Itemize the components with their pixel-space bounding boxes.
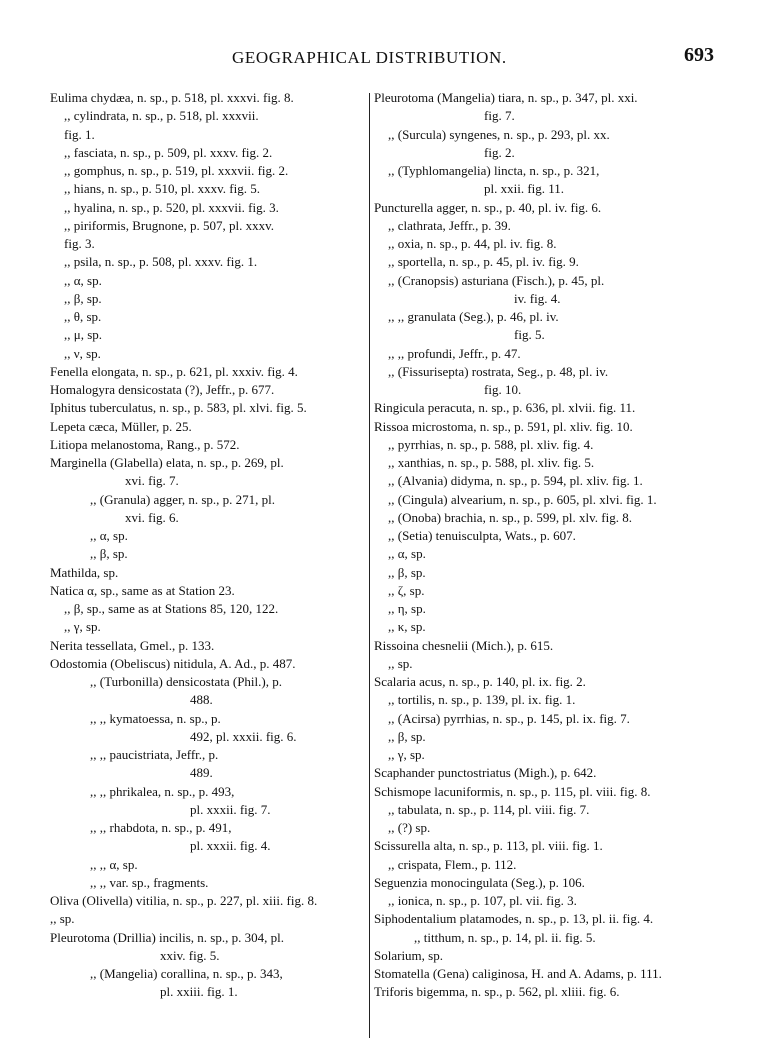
species-entry: ,, titthum, n. sp., p. 14, pl. ii. fig. 5.	[414, 929, 596, 945]
species-entry: ,, psila, n. sp., p. 508, pl. xxxv. fig. 1.	[64, 254, 258, 270]
species-entry: Mathilda, sp.	[50, 564, 119, 580]
species-entry: ,, clathrata, Jeffr., p. 39.	[388, 217, 511, 233]
species-entry: Iphitus tuberculatus, n. sp., p. 583, pl. xlvi. fig. 5.	[50, 400, 307, 416]
species-entry: ,, gomphus, n. sp., p. 519, pl. xxxvii. fig. 2.	[64, 163, 289, 178]
species-entry: ,, β, sp.	[388, 564, 426, 580]
species-entry: ,, (Setia) tenuisculpta, Wats., p. 607.	[388, 528, 576, 543]
species-entry: ,, μ, sp.	[64, 327, 103, 343]
species-entry: ,, α, sp.	[388, 546, 426, 562]
species-entry: ,, tabulata, n. sp., p. 114, pl. viii. fig. 7.	[388, 801, 590, 817]
species-entry: Natica α, sp., same as at Station 23.	[50, 582, 235, 598]
entry-continuation: fig. 5.	[514, 327, 545, 343]
species-entry: Ringicula peracuta, n. sp., p. 636, pl. xlvii. fig. 11.	[374, 400, 636, 416]
species-entry: ,, hians, n. sp., p. 510, pl. xxxv. fig. 5.	[64, 181, 260, 197]
species-entry: Triforis bigemma, n. sp., p. 562, pl. xliii. fig. 6.	[374, 984, 620, 1000]
species-entry: Siphodentalium platamodes, n. sp., p. 13, pl. ii. fig. 4.	[374, 911, 654, 927]
page-number: 693	[684, 44, 714, 66]
species-entry: Rissoa microstoma, n. sp., p. 591, pl. xliv. fig. 10.	[374, 418, 633, 434]
species-entry: ,, ,, profundi, Jeffr., p. 47.	[388, 345, 521, 361]
species-entry: ,, sportella, n. sp., p. 45, pl. iv. fig. 9.	[388, 254, 579, 270]
species-entry: Solarium, sp.	[374, 947, 443, 963]
species-entry: ,, (Typhlomangelia) lincta, n. sp., p. 321,	[388, 163, 600, 178]
species-entry: ,, ,, α, sp.	[90, 856, 138, 872]
species-entry: ,, cylindrata, n. sp., p. 518, pl. xxxvii.	[64, 108, 259, 124]
entry-continuation: pl. xxxii. fig. 4.	[190, 838, 271, 854]
species-entry: Pleurotoma (Mangelia) tiara, n. sp., p. 347, pl. xxi.	[374, 90, 638, 105]
entry-continuation: pl. xxiii. fig. 1.	[160, 984, 238, 1000]
species-entry: Schismope lacuniformis, n. sp., p. 115, pl. viii. fig. 8.	[374, 783, 651, 799]
left-column	[50, 89, 366, 1002]
species-entry: Eulima chydæa, n. sp., p. 518, pl. xxxvi. fig. 8.	[50, 90, 294, 105]
species-entry: ,, β, sp.	[64, 290, 102, 306]
species-entry: ,, ,, rhabdota, n. sp., p. 491,	[90, 820, 232, 835]
entry-continuation: pl. xxxii. fig. 7.	[190, 801, 271, 817]
species-entry: ,, (Fissurisepta) rostrata, Seg., p. 48, pl. iv.	[388, 363, 609, 379]
species-entry: ,, sp.	[388, 655, 413, 671]
entry-continuation: iv. fig. 4.	[514, 290, 561, 306]
species-entry: ,, xanthias, n. sp., p. 588, pl. xliv. fig. 5.	[388, 455, 595, 470]
species-entry: ,, ζ, sp.	[388, 582, 425, 598]
species-entry: ,, crispata, Flem., p. 112.	[388, 856, 517, 872]
species-entry: Marginella (Glabella) elata, n. sp., p. 269, pl.	[50, 455, 284, 470]
species-entry: ,, sp.	[50, 911, 75, 927]
species-entry: ,, ,, granulata (Seg.), p. 46, pl. iv.	[388, 309, 559, 324]
entry-continuation: xvi. fig. 7.	[125, 473, 179, 489]
species-entry: ,, θ, sp.	[64, 309, 102, 324]
entry-continuation: fig. 10.	[484, 382, 522, 397]
entry-continuation: 488.	[190, 692, 213, 708]
species-entry: ,, (Onoba) brachia, n. sp., p. 599, pl. xlv. fig. 8.	[388, 509, 632, 525]
species-entry: ,, ,, kymatoessa, n. sp., p.	[90, 710, 221, 726]
species-entry: ,, β, sp., same as at Stations 85, 120, 122.	[64, 601, 279, 616]
species-entry: ,, ,, paucistriata, Jeffr., p.	[90, 747, 219, 762]
species-entry: ,, hyalina, n. sp., p. 520, pl. xxxvii. fig. 3.	[64, 199, 279, 215]
species-entry: ,, (Turbonilla) densicostata (Phil.), p.	[90, 674, 282, 689]
species-entry: Scaphander punctostriatus (Migh.), p. 642.	[374, 765, 597, 781]
species-entry: ,, (Cingula) alvearium, n. sp., p. 605, pl. xlvi. fig. 1.	[388, 491, 657, 507]
entry-continuation: xxiv. fig. 5.	[160, 947, 220, 963]
species-entry: Scalaria acus, n. sp., p. 140, pl. ix. fig. 2.	[374, 674, 586, 689]
page-header	[0, 0, 776, 80]
column-divider	[369, 93, 370, 1038]
species-entry: Lepeta cæca, Müller, p. 25.	[50, 418, 192, 434]
species-entry: Puncturella agger, n. sp., p. 40, pl. iv. fig. 6.	[374, 199, 602, 215]
species-entry: Fenella elongata, n. sp., p. 621, pl. xxxiv. fig. 4.	[50, 363, 298, 379]
running-title: GEOGRAPHICAL DISTRIBUTION.	[232, 48, 507, 67]
species-entry: ,, (Cranopsis) asturiana (Fisch.), p. 45, pl.	[388, 272, 605, 288]
species-entry: ,, α, sp.	[64, 272, 102, 288]
species-entry: ,, fasciata, n. sp., p. 509, pl. xxxv. fig. 2.	[64, 144, 273, 160]
species-entry: Odostomia (Obeliscus) nitidula, A. Ad., p. 487.	[50, 655, 296, 671]
species-entry: ,, oxia, n. sp., p. 44, pl. iv. fig. 8.	[388, 236, 557, 251]
species-entry: Nerita tessellata, Gmel., p. 133.	[50, 637, 215, 653]
entry-continuation: 489.	[190, 765, 213, 781]
species-entry: Seguenzia monocingulata (Seg.), p. 106.	[374, 874, 585, 890]
species-entry: ,, α, sp.	[90, 528, 128, 543]
entry-continuation: pl. xxii. fig. 11.	[484, 181, 565, 197]
species-entry: Rissoina chesnelii (Mich.), p. 615.	[374, 637, 554, 653]
species-entry: Litiopa melanostoma, Rang., p. 572.	[50, 436, 240, 452]
species-entry: ,, (Acirsa) pyrrhias, n. sp., p. 145, pl. ix. fig. 7.	[388, 710, 630, 726]
species-entry: ,, ,, var. sp., fragments.	[90, 874, 209, 890]
species-entry: ,, piriformis, Brugnone, p. 507, pl. xxxv.	[64, 217, 275, 233]
entry-continuation: fig. 7.	[484, 108, 515, 124]
species-entry: ,, (Granula) agger, n. sp., p. 271, pl.	[90, 491, 276, 507]
entry-continuation: fig. 3.	[64, 236, 95, 251]
species-entry: ,, (Mangelia) corallina, n. sp., p. 343,	[90, 966, 283, 981]
species-entry: ,, β, sp.	[90, 546, 128, 562]
species-entry: ,, γ, sp.	[388, 747, 425, 762]
species-entry: ,, γ, sp.	[64, 619, 101, 635]
species-entry: ,, ,, phrikalea, n. sp., p. 493,	[90, 783, 235, 799]
species-entry: ,, ν, sp.	[64, 345, 101, 361]
species-entry: ,, κ, sp.	[388, 619, 426, 635]
species-entry: Oliva (Olivella) vitilia, n. sp., p. 227, pl. xiii. fig. 8.	[50, 893, 318, 908]
species-entry: ,, ionica, n. sp., p. 107, pl. vii. fig. 3.	[388, 893, 577, 908]
species-entry: Pleurotoma (Drillia) incilis, n. sp., p. 304, pl.	[50, 929, 284, 945]
entry-continuation: xvi. fig. 6.	[125, 509, 179, 525]
species-entry: ,, (?) sp.	[388, 820, 431, 835]
species-entry: Scissurella alta, n. sp., p. 113, pl. viii. fig. 1.	[374, 838, 603, 854]
entry-continuation: fig. 2.	[484, 144, 515, 160]
right-column	[374, 89, 724, 1002]
species-entry: ,, (Surcula) syngenes, n. sp., p. 293, pl. xx.	[388, 126, 610, 142]
species-entry: ,, pyrrhias, n. sp., p. 588, pl. xliv. fig. 4.	[388, 436, 594, 452]
species-entry: ,, (Alvania) didyma, n. sp., p. 594, pl. xliv. fig. 1.	[388, 473, 643, 489]
entry-continuation: 492, pl. xxxii. fig. 6.	[190, 728, 297, 744]
species-entry: ,, β, sp.	[388, 728, 426, 744]
species-entry: Homalogyra densicostata (?), Jeffr., p. 677.	[50, 382, 275, 397]
entry-continuation: fig. 1.	[64, 126, 95, 142]
species-entry: ,, tortilis, n. sp., p. 139, pl. ix. fig. 1.	[388, 692, 576, 708]
species-entry: Stomatella (Gena) caliginosa, H. and A. Adams, p. 111.	[374, 966, 662, 981]
species-entry: ,, η, sp.	[388, 601, 426, 616]
